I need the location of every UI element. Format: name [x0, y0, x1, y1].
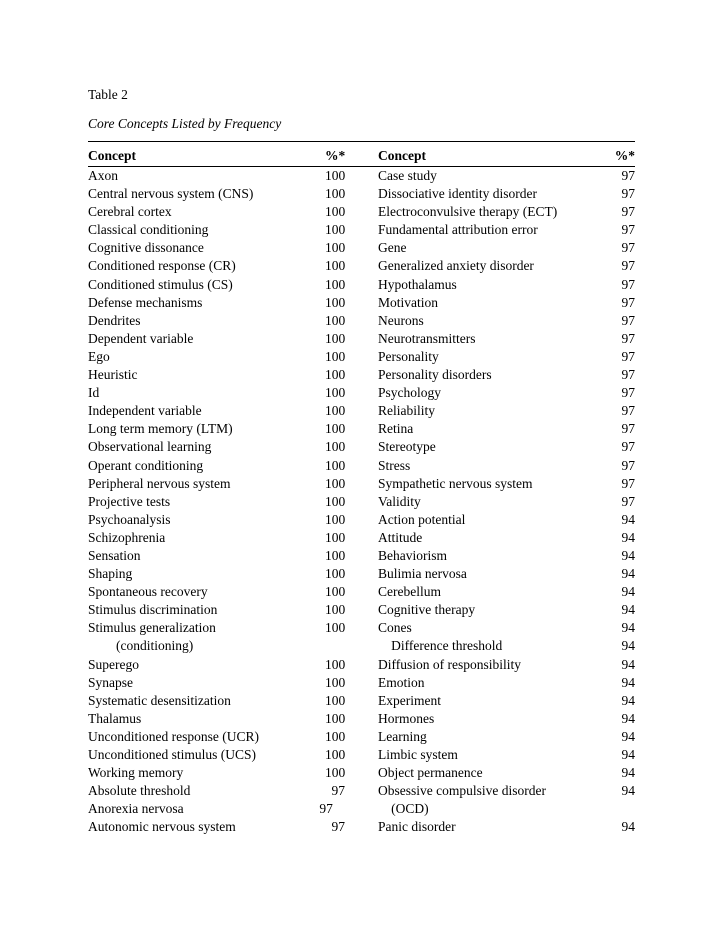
percent-left-value: 100	[325, 511, 346, 527]
concept-right: Difference threshold	[391, 638, 503, 654]
percent-left-value: 100	[325, 765, 346, 781]
concept-right: Bulimia nervosa	[378, 566, 467, 582]
table-row	[88, 565, 635, 583]
concept-left: Axon	[88, 168, 118, 183]
concept-right: Experiment	[378, 692, 441, 708]
percent-right: 94	[621, 692, 635, 708]
concept-left: Heuristic	[88, 367, 138, 383]
concept-right: Cones	[378, 620, 412, 636]
concept-left: (conditioning)	[116, 638, 194, 654]
table-header-row	[88, 146, 635, 166]
concept-right: (OCD)	[391, 801, 429, 817]
concept-left: Schizophrenia	[88, 529, 166, 545]
table-row	[88, 384, 635, 402]
percent-left-value: 100	[325, 186, 346, 202]
percent-left	[325, 384, 378, 402]
concept-left: Cognitive dissonance	[88, 240, 204, 256]
percent-left-value: 100	[325, 602, 346, 618]
percent-left	[325, 330, 378, 348]
table-row	[88, 366, 635, 384]
percent-left-value: 100	[325, 584, 346, 600]
percent-left-value: 100	[325, 547, 346, 563]
table-row	[88, 619, 635, 637]
table-row	[88, 710, 635, 728]
concept-right: Validity	[378, 493, 421, 509]
percent-left	[325, 511, 378, 529]
table-row	[88, 257, 635, 275]
percent-right: 97	[621, 204, 635, 220]
percent-left	[325, 601, 378, 619]
percent-right: 97	[621, 348, 635, 364]
concept-left: Working memory	[88, 765, 184, 781]
percent-right: 94	[621, 602, 635, 618]
concept-left: Central nervous system (CNS)	[88, 186, 254, 202]
percent-left	[325, 710, 378, 728]
percent-right: 94	[621, 584, 635, 600]
percent-right: 97	[621, 168, 635, 183]
percent-left	[325, 547, 378, 565]
concept-left: Id	[88, 385, 100, 401]
concept-left: Thalamus	[88, 710, 142, 726]
percent-right: 94	[621, 566, 635, 582]
concept-right: Diffusion of responsibility	[378, 656, 521, 672]
concept-right: Neurons	[378, 312, 424, 328]
header-concept-right: Concept	[378, 148, 426, 163]
concept-left: Cerebral cortex	[88, 204, 172, 220]
concept-right: Gene	[378, 240, 407, 256]
table-row	[88, 239, 635, 257]
table-row	[88, 782, 635, 800]
percent-right: 94	[621, 819, 635, 835]
percent-left-value: 100	[325, 475, 346, 491]
percent-right: 94	[621, 620, 635, 636]
concept-right: Stress	[378, 457, 411, 473]
percent-right: 94	[621, 765, 635, 781]
concept-left: Systematic desensitization	[88, 692, 231, 708]
percent-left-value: 100	[325, 367, 346, 383]
table-row	[88, 728, 635, 746]
percent-left	[325, 221, 378, 239]
percent-right: 97	[621, 439, 635, 455]
percent-left	[325, 438, 378, 456]
percent-right: 94	[621, 511, 635, 527]
percent-right: 97	[621, 222, 635, 238]
table-caption: Core Concepts Listed by Frequency	[88, 116, 282, 131]
percent-right: 97	[621, 258, 635, 274]
table-row	[88, 475, 635, 493]
percent-right: 97	[621, 276, 635, 292]
concept-left: Classical conditioning	[88, 222, 209, 238]
concept-right: Retina	[378, 421, 414, 437]
percent-left	[325, 818, 378, 836]
percent-left	[325, 619, 378, 637]
header-concept-left: Concept	[88, 148, 136, 163]
percent-right: 94	[621, 728, 635, 744]
concept-left: Unconditioned stimulus (UCS)	[88, 747, 256, 762]
percent-right: 97	[621, 330, 635, 346]
concept-right: Dissociative identity disorder	[378, 186, 537, 202]
percent-left	[325, 348, 378, 366]
table-row	[88, 601, 635, 619]
concept-left: Conditioned stimulus (CS)	[88, 276, 233, 292]
percent-right: 97	[621, 475, 635, 491]
table-row	[88, 438, 635, 456]
percent-left	[325, 728, 378, 746]
concept-right: Psychology	[378, 385, 442, 401]
percent-left-value: 100	[325, 493, 346, 509]
percent-left-value: 100	[325, 620, 346, 636]
percent-left	[325, 692, 378, 710]
table-number: Table 2	[88, 87, 128, 102]
percent-left	[325, 185, 378, 203]
percent-left-value: 100	[325, 674, 346, 690]
concept-left: Absolute threshold	[88, 783, 191, 799]
table-row	[88, 312, 635, 330]
concept-left: Long term memory (LTM)	[88, 421, 233, 437]
table-row	[88, 185, 635, 203]
concept-left: Peripheral nervous system	[88, 475, 231, 491]
percent-left	[341, 637, 391, 655]
table-row	[88, 402, 635, 420]
percent-right: 97	[621, 240, 635, 256]
percent-left-value: 100	[325, 276, 346, 292]
percent-right	[601, 800, 635, 818]
percent-left-value: 100	[325, 258, 346, 274]
document-page	[88, 86, 635, 836]
concept-left: Projective tests	[88, 493, 171, 509]
percent-right: 97	[621, 493, 635, 509]
table-row	[88, 583, 635, 601]
concept-right: Reliability	[378, 403, 435, 419]
table-row	[88, 167, 635, 185]
percent-left	[325, 276, 378, 294]
percent-left-value: 100	[325, 403, 346, 419]
concept-right: Fundamental attribution error	[378, 222, 538, 238]
concept-right: Hormones	[378, 710, 435, 726]
percent-left-value: 100	[325, 457, 346, 473]
percent-right: 97	[621, 403, 635, 419]
percent-right: 94	[621, 674, 635, 690]
percent-left-value: 100	[325, 656, 346, 672]
concept-left: Psychoanalysis	[88, 511, 171, 527]
table-row	[88, 511, 635, 529]
table-row	[88, 221, 635, 239]
table-row	[88, 529, 635, 547]
percent-left	[325, 746, 378, 764]
table-body	[88, 167, 635, 836]
percent-right: 97	[621, 457, 635, 473]
percent-left	[325, 674, 378, 692]
concept-left: Dependent variable	[88, 330, 194, 346]
header-percent-left	[325, 146, 378, 166]
concept-right: Cerebellum	[378, 584, 441, 600]
concept-left: Stimulus discrimination	[88, 602, 218, 618]
percent-left	[325, 294, 378, 312]
concept-right: Action potential	[378, 511, 466, 527]
concept-left: Ego	[88, 348, 110, 364]
percent-right: 97	[621, 186, 635, 202]
concept-left: Observational learning	[88, 439, 212, 455]
header-percent-right: %*	[614, 148, 635, 163]
concept-right: Case study	[378, 168, 437, 183]
percent-left	[325, 583, 378, 601]
percent-left	[313, 800, 363, 818]
table-row	[88, 276, 635, 294]
percent-left	[325, 475, 378, 493]
percent-right: 97	[621, 312, 635, 328]
concept-left: Independent variable	[88, 403, 202, 419]
table-row	[88, 330, 635, 348]
percent-left	[325, 257, 378, 275]
concept-left: Shaping	[88, 566, 133, 582]
table-row	[88, 818, 635, 836]
concept-right: Panic disorder	[378, 819, 456, 835]
percent-left	[325, 366, 378, 384]
percent-left-value: 100	[325, 312, 346, 328]
percent-left	[325, 529, 378, 547]
concept-right: Learning	[378, 728, 427, 744]
percent-left-value: 97	[331, 783, 345, 799]
percent-left	[325, 239, 378, 257]
concept-right: Stereotype	[378, 439, 436, 455]
concept-left: Operant conditioning	[88, 457, 204, 473]
table-row	[88, 656, 635, 674]
percent-right: 94	[621, 783, 635, 799]
percent-right: 94	[621, 547, 635, 563]
concept-left: Defense mechanisms	[88, 294, 203, 310]
percent-left	[325, 565, 378, 583]
table-row	[88, 420, 635, 438]
table-row	[88, 203, 635, 221]
table-row	[88, 457, 635, 475]
percent-left-value: 100	[325, 566, 346, 582]
concept-right: Motivation	[378, 294, 438, 310]
percent-left	[325, 167, 378, 185]
percent-left-value: 100	[325, 710, 346, 726]
percent-left-value: 100	[325, 294, 346, 310]
percent-left	[325, 312, 378, 330]
percent-left-value: 97	[331, 819, 345, 835]
percent-left-value: 100	[325, 692, 346, 708]
percent-left-value: 100	[325, 529, 346, 545]
concept-right: Emotion	[378, 674, 425, 690]
table-row	[88, 800, 635, 818]
table-row	[88, 547, 635, 565]
concept-right: Personality disorders	[378, 367, 492, 383]
percent-right: 97	[621, 385, 635, 401]
table-row	[88, 348, 635, 366]
concept-left: Unconditioned response (UCR)	[88, 728, 259, 744]
concept-right: Limbic system	[378, 747, 458, 762]
concept-left: Dendrites	[88, 312, 141, 328]
concept-left: Conditioned response (CR)	[88, 258, 236, 274]
concept-left: Anorexia nervosa	[88, 801, 184, 817]
percent-right: 97	[621, 421, 635, 437]
percent-left-value: 100	[325, 747, 346, 762]
header-percent-left-text: %*	[325, 148, 346, 163]
concept-left: Spontaneous recovery	[88, 584, 208, 600]
table-top-rule	[88, 141, 635, 142]
percent-left	[325, 203, 378, 221]
table-row	[88, 493, 635, 511]
percent-right: 97	[621, 367, 635, 383]
concept-left: Autonomic nervous system	[88, 819, 236, 835]
concept-left: Synapse	[88, 674, 133, 690]
percent-left-value: 100	[325, 222, 346, 238]
concept-right: Behaviorism	[378, 547, 447, 563]
percent-left-value: 100	[325, 204, 346, 220]
concept-right: Obsessive compulsive disorder	[378, 783, 546, 799]
concept-right: Cognitive therapy	[378, 602, 476, 618]
percent-right: 94	[621, 747, 635, 762]
concept-right: Electroconvulsive therapy (ECT)	[378, 204, 558, 220]
percent-left	[325, 457, 378, 475]
percent-left	[325, 420, 378, 438]
table-row	[88, 746, 635, 764]
concept-right: Personality	[378, 348, 439, 364]
concept-right: Object permanence	[378, 765, 483, 781]
percent-left-value: 100	[325, 385, 346, 401]
concept-right: Neurotransmitters	[378, 330, 476, 346]
concept-left: Sensation	[88, 547, 141, 563]
percent-left-value: 100	[325, 168, 346, 183]
concept-right: Generalized anxiety disorder	[378, 258, 534, 274]
percent-left-value: 100	[325, 330, 346, 346]
table-row	[88, 692, 635, 710]
percent-left	[325, 764, 378, 782]
percent-left-value: 100	[325, 348, 346, 364]
percent-right: 97	[621, 294, 635, 310]
percent-left-value: 100	[325, 421, 346, 437]
percent-right: 94	[621, 656, 635, 672]
table-row	[88, 764, 635, 782]
concept-right: Attitude	[378, 529, 423, 545]
percent-right: 94	[621, 529, 635, 545]
concept-right: Hypothalamus	[378, 276, 457, 292]
percent-left-value: 100	[325, 240, 346, 256]
percent-right: 94	[621, 710, 635, 726]
percent-left	[325, 782, 378, 800]
percent-left-value: 100	[325, 728, 346, 744]
table-row	[88, 637, 635, 655]
concept-right: Sympathetic nervous system	[378, 475, 533, 491]
percent-left-value: 100	[325, 439, 346, 455]
table-row	[88, 294, 635, 312]
percent-right: 94	[621, 638, 635, 654]
percent-left	[325, 493, 378, 511]
percent-left	[325, 402, 378, 420]
concept-left: Superego	[88, 656, 139, 672]
percent-left-value: 97	[319, 801, 333, 817]
concept-left: Stimulus generalization	[88, 620, 216, 636]
percent-left	[325, 656, 378, 674]
table-row	[88, 674, 635, 692]
